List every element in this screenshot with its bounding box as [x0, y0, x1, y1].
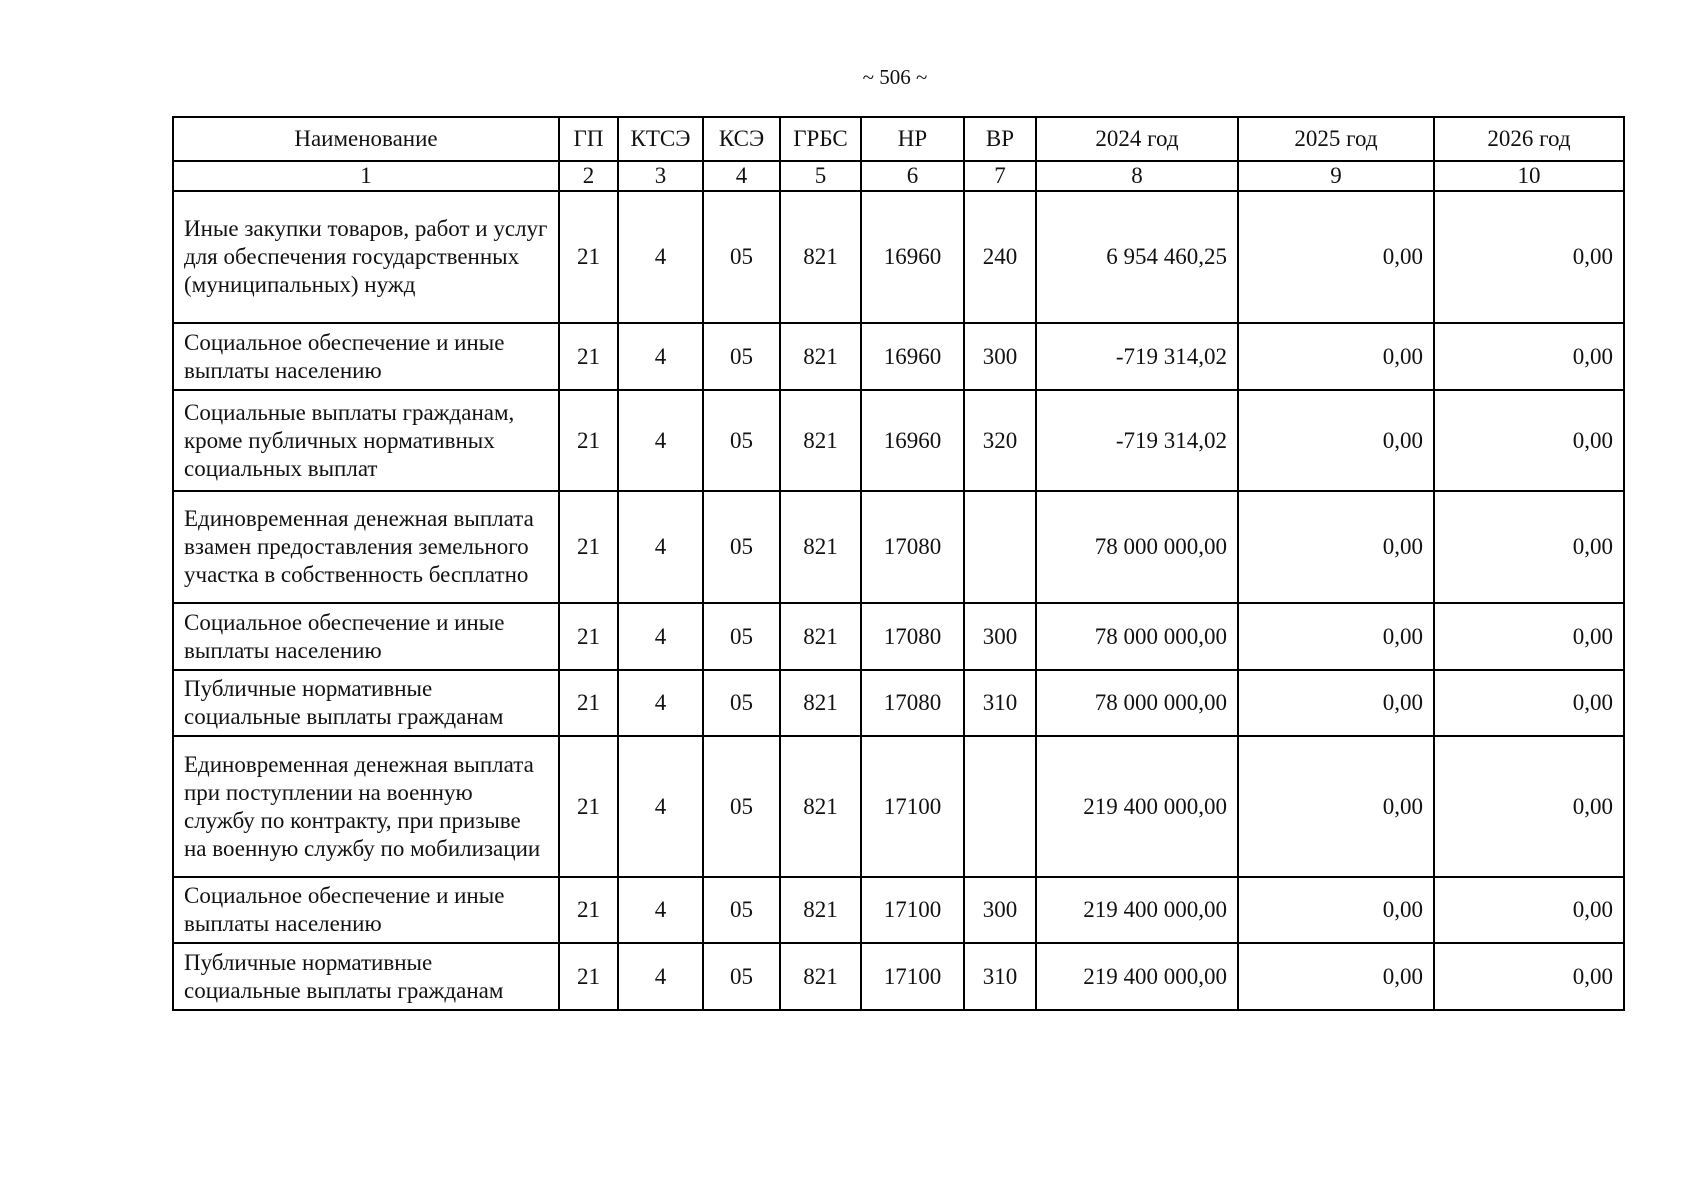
table-row	[173, 943, 1624, 1010]
row-kse: 05	[703, 191, 780, 323]
row-vr: 240	[964, 191, 1036, 323]
header-name: Наименование	[173, 117, 559, 161]
row-amount-2025: 0,00	[1238, 323, 1434, 390]
row-amount-2026: 0,00	[1434, 736, 1624, 877]
table-row	[173, 323, 1624, 390]
row-grbs: 821	[780, 736, 861, 877]
row-kse: 05	[703, 323, 780, 390]
header-nr: НР	[861, 117, 964, 161]
header-2024: 2024 год	[1036, 117, 1238, 161]
row-grbs: 821	[780, 390, 861, 491]
header-kse: КСЭ	[703, 117, 780, 161]
column-number-row	[173, 161, 1624, 191]
header-grbs: ГРБС	[780, 117, 861, 161]
row-gp: 21	[559, 491, 618, 603]
row-vr	[964, 491, 1036, 603]
table-row	[173, 736, 1624, 877]
row-nr: 17080	[861, 670, 964, 736]
column-number: 8	[1036, 161, 1238, 191]
row-ktse: 4	[618, 943, 703, 1010]
row-name: Социальное обеспечение и иные выплаты населению	[173, 603, 559, 670]
row-amount-2026: 0,00	[1434, 603, 1624, 670]
row-name: Единовременная денежная выплата взамен предоставления земельного участка в собственность бесплатно	[173, 491, 559, 603]
row-nr: 16960	[861, 390, 964, 491]
row-gp: 21	[559, 670, 618, 736]
row-grbs: 821	[780, 491, 861, 603]
row-nr: 17080	[861, 491, 964, 603]
row-amount-2024: 219 400 000,00	[1036, 736, 1238, 877]
row-amount-2026: 0,00	[1434, 877, 1624, 943]
row-ktse: 4	[618, 491, 703, 603]
column-number: 7	[964, 161, 1036, 191]
row-name: Социальное обеспечение и иные выплаты населению	[173, 323, 559, 390]
row-vr: 300	[964, 323, 1036, 390]
row-kse: 05	[703, 877, 780, 943]
row-ktse: 4	[618, 323, 703, 390]
row-amount-2024: 78 000 000,00	[1036, 670, 1238, 736]
row-amount-2025: 0,00	[1238, 943, 1434, 1010]
row-ktse: 4	[618, 390, 703, 491]
row-ktse: 4	[618, 603, 703, 670]
row-amount-2024: 219 400 000,00	[1036, 877, 1238, 943]
row-nr: 17100	[861, 943, 964, 1010]
row-name: Социальные выплаты гражданам, кроме публичных нормативных социальных выплат	[173, 390, 559, 491]
row-amount-2026: 0,00	[1434, 390, 1624, 491]
row-nr: 17080	[861, 603, 964, 670]
row-vr: 310	[964, 670, 1036, 736]
row-amount-2024: 78 000 000,00	[1036, 491, 1238, 603]
row-amount-2024: 219 400 000,00	[1036, 943, 1238, 1010]
header-2025: 2025 год	[1238, 117, 1434, 161]
row-grbs: 821	[780, 943, 861, 1010]
row-gp: 21	[559, 603, 618, 670]
row-nr: 16960	[861, 323, 964, 390]
column-number: 9	[1238, 161, 1434, 191]
row-name: Единовременная денежная выплата при поступлении на военную службу по контракту, при призыве на военную службу по мобилизации	[173, 736, 559, 877]
table-row	[173, 603, 1624, 670]
row-amount-2024: 78 000 000,00	[1036, 603, 1238, 670]
row-grbs: 821	[780, 191, 861, 323]
row-kse: 05	[703, 670, 780, 736]
row-name: Публичные нормативные социальные выплаты гражданам	[173, 670, 559, 736]
column-number: 4	[703, 161, 780, 191]
header-gp: ГП	[559, 117, 618, 161]
row-kse: 05	[703, 390, 780, 491]
row-amount-2025: 0,00	[1238, 390, 1434, 491]
row-grbs: 821	[780, 670, 861, 736]
row-amount-2025: 0,00	[1238, 491, 1434, 603]
row-nr: 17100	[861, 877, 964, 943]
row-vr: 310	[964, 943, 1036, 1010]
column-number: 2	[559, 161, 618, 191]
row-nr: 16960	[861, 191, 964, 323]
header-2026: 2026 год	[1434, 117, 1624, 161]
row-amount-2024: -719 314,02	[1036, 323, 1238, 390]
column-number: 10	[1434, 161, 1624, 191]
row-name: Публичные нормативные социальные выплаты гражданам	[173, 943, 559, 1010]
row-vr: 300	[964, 603, 1036, 670]
row-gp: 21	[559, 390, 618, 491]
column-number: 5	[780, 161, 861, 191]
row-gp: 21	[559, 323, 618, 390]
row-name: Иные закупки товаров, работ и услуг для обеспечения государственных (муниципальных) нужд	[173, 191, 559, 323]
table-row	[173, 491, 1624, 603]
row-kse: 05	[703, 603, 780, 670]
row-vr: 300	[964, 877, 1036, 943]
header-row	[173, 117, 1624, 161]
row-ktse: 4	[618, 191, 703, 323]
row-grbs: 821	[780, 603, 861, 670]
row-amount-2025: 0,00	[1238, 191, 1434, 323]
row-amount-2024: 6 954 460,25	[1036, 191, 1238, 323]
table-row	[173, 390, 1624, 491]
row-amount-2026: 0,00	[1434, 323, 1624, 390]
row-amount-2026: 0,00	[1434, 491, 1624, 603]
table-row	[173, 191, 1624, 323]
table-row	[173, 877, 1624, 943]
row-ktse: 4	[618, 877, 703, 943]
row-ktse: 4	[618, 736, 703, 877]
row-gp: 21	[559, 943, 618, 1010]
header-ktse: КТСЭ	[618, 117, 703, 161]
row-amount-2026: 0,00	[1434, 191, 1624, 323]
row-ktse: 4	[618, 670, 703, 736]
column-number: 1	[173, 161, 559, 191]
row-name: Социальное обеспечение и иные выплаты населению	[173, 877, 559, 943]
row-vr: 320	[964, 390, 1036, 491]
table-row	[173, 670, 1624, 736]
row-amount-2025: 0,00	[1238, 736, 1434, 877]
row-kse: 05	[703, 736, 780, 877]
row-amount-2024: -719 314,02	[1036, 390, 1238, 491]
row-gp: 21	[559, 191, 618, 323]
column-number: 6	[861, 161, 964, 191]
page-number: ~ 506 ~	[862, 65, 928, 89]
row-nr: 17100	[861, 736, 964, 877]
row-vr	[964, 736, 1036, 877]
row-amount-2025: 0,00	[1238, 877, 1434, 943]
row-grbs: 821	[780, 877, 861, 943]
row-amount-2025: 0,00	[1238, 603, 1434, 670]
row-gp: 21	[559, 736, 618, 877]
header-vr: ВР	[964, 117, 1036, 161]
row-grbs: 821	[780, 323, 861, 390]
row-amount-2026: 0,00	[1434, 943, 1624, 1010]
row-amount-2026: 0,00	[1434, 670, 1624, 736]
row-kse: 05	[703, 943, 780, 1010]
column-number: 3	[618, 161, 703, 191]
row-kse: 05	[703, 491, 780, 603]
row-gp: 21	[559, 877, 618, 943]
budget-table	[172, 116, 1625, 1011]
row-amount-2025: 0,00	[1238, 670, 1434, 736]
